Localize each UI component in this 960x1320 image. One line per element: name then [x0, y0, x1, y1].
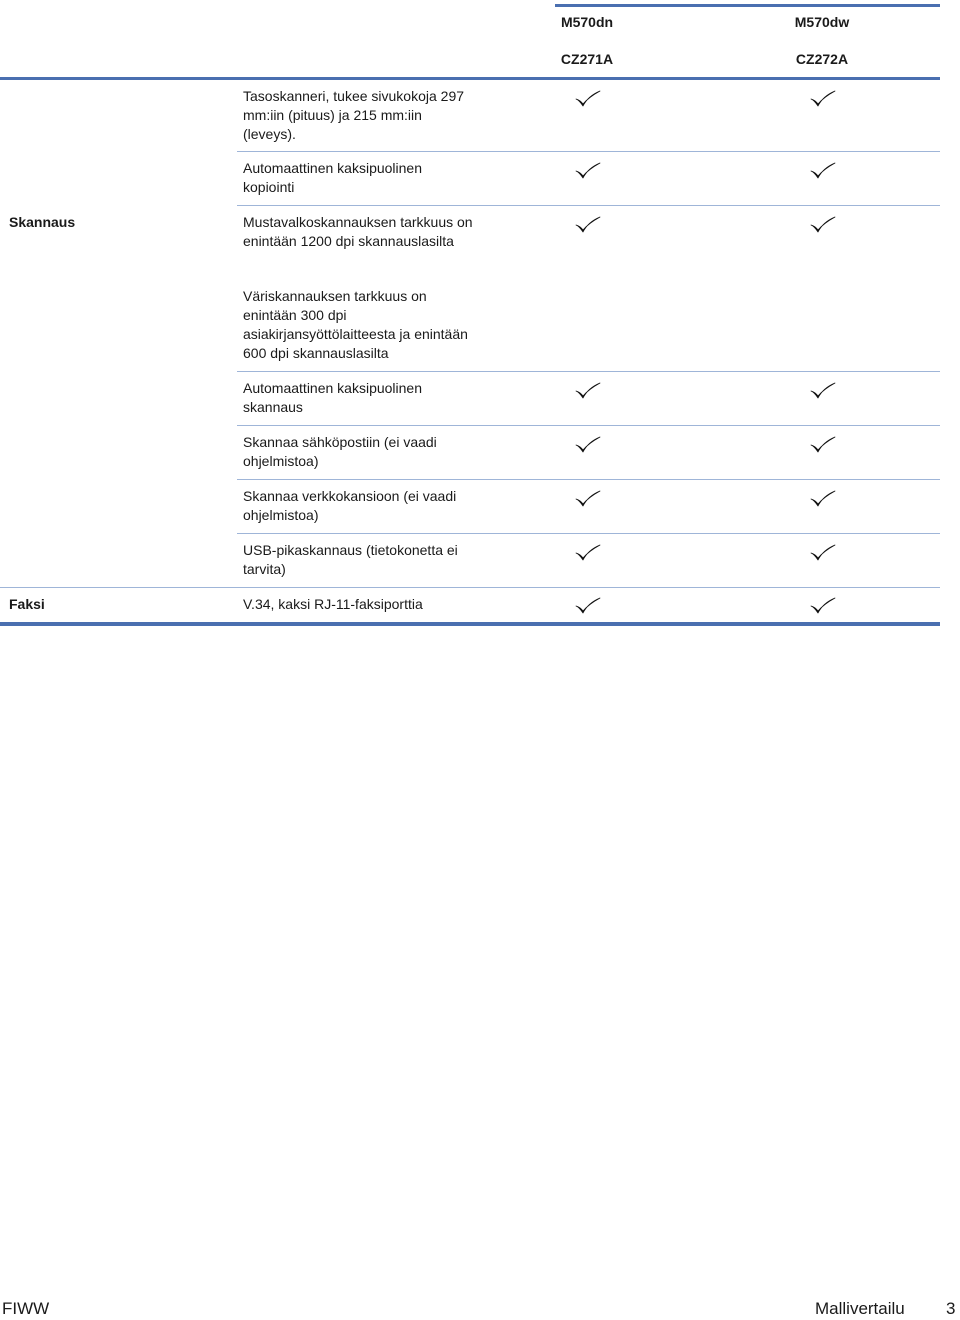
table-row	[0, 480, 940, 534]
table-row	[0, 426, 940, 480]
table-row	[0, 206, 940, 278]
checkmark-icon	[810, 544, 836, 562]
checkmark-icon	[575, 490, 601, 508]
row-feature: Automaattinen kaksipuolinen skannaus	[243, 380, 423, 415]
footer-section-title: Mallivertailu	[815, 1299, 905, 1318]
row-category: Skannaus	[9, 214, 76, 230]
table-row	[0, 278, 940, 372]
table-end-rule	[0, 622, 940, 626]
checkmark-icon	[810, 162, 836, 180]
checkmark-icon	[810, 382, 836, 400]
checkmark-icon	[810, 90, 836, 108]
row-category: Faksi	[9, 596, 45, 612]
model-code-1: CZ271A	[560, 51, 614, 67]
model-name-2: M570dw	[794, 14, 850, 30]
checkmark-icon	[575, 216, 601, 234]
checkmark-icon	[810, 216, 836, 234]
checkmark-icon	[575, 382, 601, 400]
row-feature: Väriskannauksen tarkkuus on enintään 300 dpi asiakirjansyöttölaitteesta ja enintään 600 dpi skannauslasilta	[243, 288, 468, 361]
model-code-2: CZ272A	[795, 51, 849, 67]
table-row	[0, 534, 940, 588]
checkmark-icon	[810, 436, 836, 454]
checkmark-icon	[575, 90, 601, 108]
row-feature: Skannaa verkkokansioon (ei vaadi ohjelmistoa)	[243, 488, 457, 523]
footer-page-number: 3	[946, 1299, 956, 1318]
table-row	[0, 80, 940, 152]
row-feature: USB-pikaskannaus (tietokonetta ei tarvita)	[243, 542, 458, 577]
checkmark-icon	[575, 597, 601, 615]
row-feature: Mustavalkoskannauksen tarkkuus on enintään 1200 dpi skannauslasilta	[243, 214, 473, 249]
checkmark-icon	[575, 162, 601, 180]
footer-left-label: FIWW	[2, 1299, 50, 1318]
table-row	[0, 152, 940, 206]
row-feature: Skannaa sähköpostiin (ei vaadi ohjelmistoa)	[243, 434, 437, 469]
row-feature: V.34, kaksi RJ-11-faksiporttia	[243, 596, 423, 612]
checkmark-icon	[575, 288, 601, 306]
checkmark-icon	[810, 490, 836, 508]
table-row	[0, 372, 940, 426]
checkmark-icon	[810, 288, 836, 306]
checkmark-icon	[575, 544, 601, 562]
header-top-rule	[555, 4, 940, 7]
checkmark-icon	[810, 597, 836, 615]
row-feature: Automaattinen kaksipuolinen kopiointi	[243, 160, 423, 195]
checkmark-icon	[575, 436, 601, 454]
row-feature: Tasoskanneri, tukee sivukokoja 297 mm:iin (pituus) ja 215 mm:iin (leveys).	[243, 88, 465, 142]
table-row	[0, 588, 940, 622]
model-name-1: M570dn	[560, 14, 614, 30]
